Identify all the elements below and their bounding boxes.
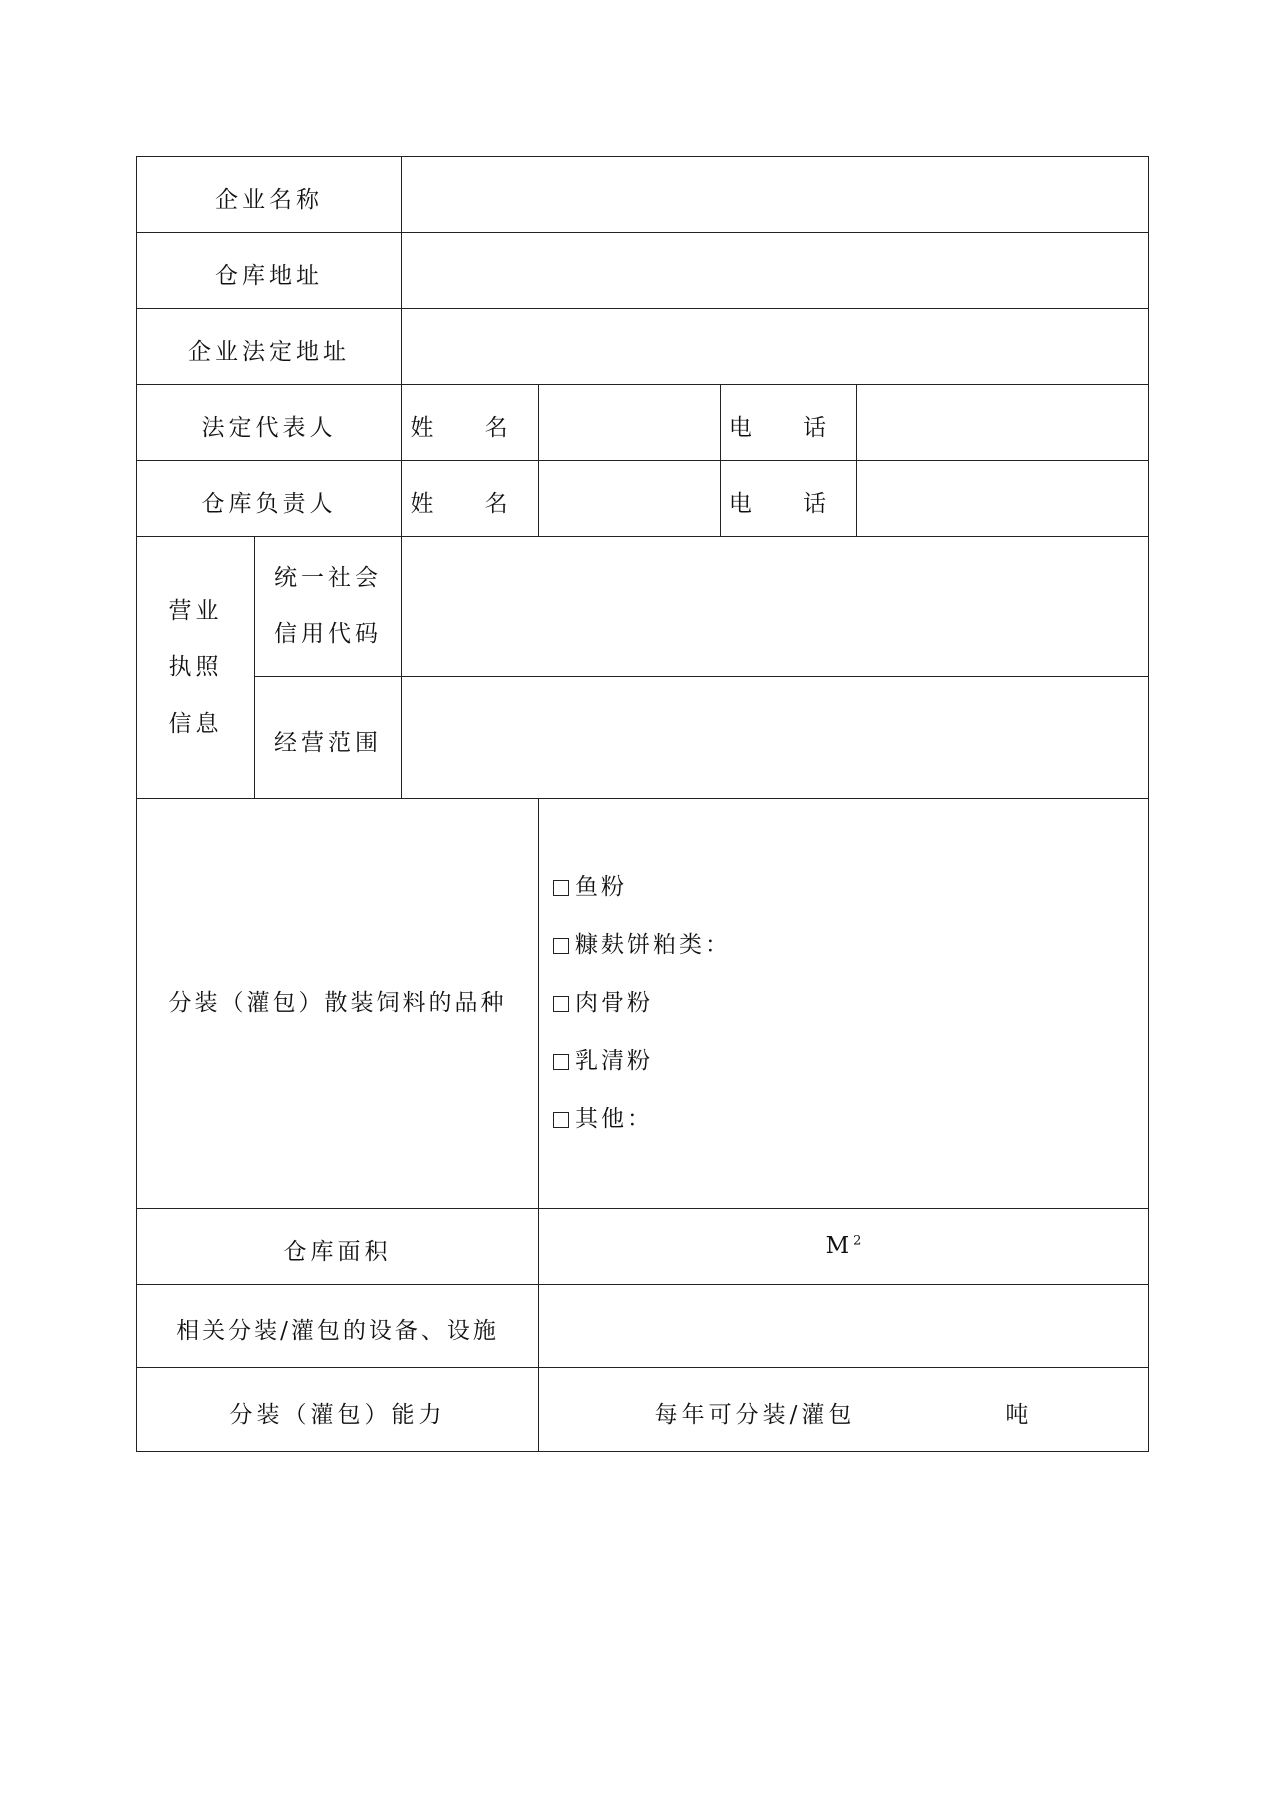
option-label: 乳清粉: [575, 1047, 653, 1074]
capacity-unit: 吨: [1005, 1401, 1033, 1428]
credit-code-label-line-2: 信用代码: [274, 620, 382, 647]
license-label-line-2: 执照: [168, 654, 223, 681]
row-legal-address: [137, 309, 1149, 385]
option-label: 肉骨粉: [575, 989, 653, 1016]
legal-rep-label: 法定代表人: [137, 385, 402, 461]
company-name-label: 企业名称: [137, 157, 402, 233]
credit-code-field[interactable]: [402, 537, 1149, 677]
row-capacity: [137, 1368, 1149, 1452]
checkbox-icon[interactable]: [553, 880, 569, 896]
row-feed-varieties: [137, 799, 1149, 1209]
checkbox-icon[interactable]: [553, 996, 569, 1012]
feed-varieties-options: [539, 799, 1149, 1209]
checkbox-icon[interactable]: [553, 938, 569, 954]
license-label-line-1: 营业: [168, 597, 223, 624]
warehouse-area-field[interactable]: [539, 1209, 1149, 1285]
warehouse-area-label: 仓库面积: [137, 1209, 539, 1285]
equipment-label: 相关分装/灌包的设备、设施: [137, 1285, 539, 1368]
option-fish-meal[interactable]: [553, 859, 1148, 917]
option-other[interactable]: [553, 1091, 1148, 1149]
capacity-label: 分装（灌包）能力: [137, 1368, 539, 1452]
area-unit-superscript: 2: [853, 1233, 862, 1249]
warehouse-manager-name-field[interactable]: [539, 461, 721, 537]
option-label: 糠麸饼粕类：: [575, 931, 731, 958]
legal-address-field[interactable]: [402, 309, 1149, 385]
warehouse-manager-phone-field[interactable]: [857, 461, 1149, 537]
license-label-line-3: 信息: [168, 710, 223, 737]
warehouse-manager-label: 仓库负责人: [137, 461, 402, 537]
warehouse-manager-name-label: 姓 名: [402, 461, 539, 537]
credit-code-label-line-1: 统一社会: [274, 565, 382, 592]
option-label: 鱼粉: [575, 873, 627, 900]
capacity-field[interactable]: [539, 1368, 1149, 1452]
equipment-field[interactable]: [539, 1285, 1149, 1368]
form-table: [136, 156, 1149, 1452]
legal-rep-name-label: 姓 名: [402, 385, 539, 461]
legal-address-label: 企业法定地址: [137, 309, 402, 385]
row-warehouse-area: [137, 1209, 1149, 1285]
row-credit-code: [137, 537, 1149, 677]
credit-code-label: [255, 537, 402, 677]
option-label: 其他：: [575, 1105, 653, 1132]
row-business-scope: [137, 677, 1149, 799]
business-scope-field[interactable]: [402, 677, 1149, 799]
area-unit: M: [825, 1232, 854, 1259]
license-info-label: [137, 537, 255, 799]
checkbox-icon[interactable]: [553, 1112, 569, 1128]
option-meat-bone-meal[interactable]: [553, 975, 1148, 1033]
registration-form: [136, 156, 1148, 1452]
feed-varieties-label: 分装（灌包）散装饲料的品种: [137, 799, 539, 1209]
row-legal-representative: [137, 385, 1149, 461]
checkbox-icon[interactable]: [553, 1054, 569, 1070]
warehouse-manager-phone-label: 电 话: [721, 461, 857, 537]
legal-rep-phone-field[interactable]: [857, 385, 1149, 461]
row-equipment: [137, 1285, 1149, 1368]
warehouse-address-field[interactable]: [402, 233, 1149, 309]
legal-rep-phone-label: 电 话: [721, 385, 857, 461]
row-warehouse-manager: [137, 461, 1149, 537]
option-whey-powder[interactable]: [553, 1033, 1148, 1091]
business-scope-label: 经营范围: [255, 677, 402, 799]
option-bran-meal[interactable]: [553, 917, 1148, 975]
capacity-prefix: 每年可分装/灌包: [654, 1401, 856, 1428]
row-company-name: [137, 157, 1149, 233]
legal-rep-name-field[interactable]: [539, 385, 721, 461]
warehouse-address-label: 仓库地址: [137, 233, 402, 309]
company-name-field[interactable]: [402, 157, 1149, 233]
row-warehouse-address: [137, 233, 1149, 309]
